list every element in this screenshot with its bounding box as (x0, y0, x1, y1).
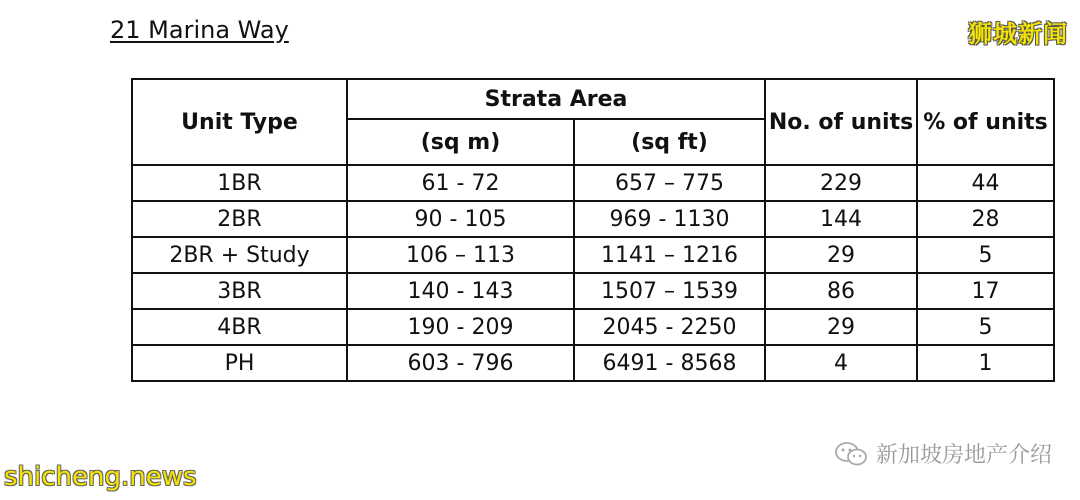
cell-unit-percent: 1 (917, 345, 1054, 381)
cell-unit-type: 3BR (132, 273, 347, 309)
cell-sq-ft: 6491 - 8568 (574, 345, 765, 381)
cell-sq-m: 106 – 113 (347, 237, 574, 273)
cell-unit-percent: 5 (917, 309, 1054, 345)
cell-unit-type: 4BR (132, 309, 347, 345)
cell-unit-count: 229 (765, 165, 917, 201)
cell-sq-ft: 2045 - 2250 (574, 309, 765, 345)
table-row (132, 201, 1054, 237)
table-row (132, 237, 1054, 273)
cell-unit-type: PH (132, 345, 347, 381)
wechat-icon (834, 441, 868, 467)
cell-sq-m: 603 - 796 (347, 345, 574, 381)
cell-unit-count: 86 (765, 273, 917, 309)
table-row (132, 273, 1054, 309)
header-strata-area: Strata Area (347, 79, 765, 119)
unit-mix-table-container (131, 78, 1055, 382)
table-row (132, 345, 1054, 381)
cell-unit-type: 1BR (132, 165, 347, 201)
wechat-account-watermark (834, 438, 1052, 469)
cell-sq-m: 90 - 105 (347, 201, 574, 237)
cell-unit-count: 29 (765, 309, 917, 345)
header-no-of-units: No. of units (765, 79, 917, 165)
header-sq-m: (sq m) (347, 119, 574, 165)
cell-unit-type: 2BR (132, 201, 347, 237)
cell-unit-percent: 17 (917, 273, 1054, 309)
cell-sq-ft: 969 - 1130 (574, 201, 765, 237)
header-sq-ft: (sq ft) (574, 119, 765, 165)
cell-sq-ft: 1507 – 1539 (574, 273, 765, 309)
unit-mix-table (131, 78, 1055, 382)
cell-unit-percent: 28 (917, 201, 1054, 237)
cell-unit-count: 29 (765, 237, 917, 273)
cell-unit-percent: 44 (917, 165, 1054, 201)
cell-sq-ft: 657 – 775 (574, 165, 765, 201)
wechat-account-name: 新加坡房地产介绍 (875, 443, 1052, 468)
table-row (132, 165, 1054, 201)
document-title: 21 Marina Way (110, 16, 289, 44)
header-unit-type: Unit Type (132, 79, 347, 165)
header-pct-of-units: % of units (917, 79, 1054, 165)
cell-sq-m: 140 - 143 (347, 273, 574, 309)
cell-unit-count: 144 (765, 201, 917, 237)
brand-watermark-top: 狮城新闻 (968, 20, 1068, 48)
table-row (132, 309, 1054, 345)
cell-unit-percent: 5 (917, 237, 1054, 273)
cell-unit-count: 4 (765, 345, 917, 381)
cell-unit-type: 2BR + Study (132, 237, 347, 273)
site-watermark: shicheng.news (4, 462, 197, 492)
cell-sq-ft: 1141 – 1216 (574, 237, 765, 273)
cell-sq-m: 61 - 72 (347, 165, 574, 201)
cell-sq-m: 190 - 209 (347, 309, 574, 345)
